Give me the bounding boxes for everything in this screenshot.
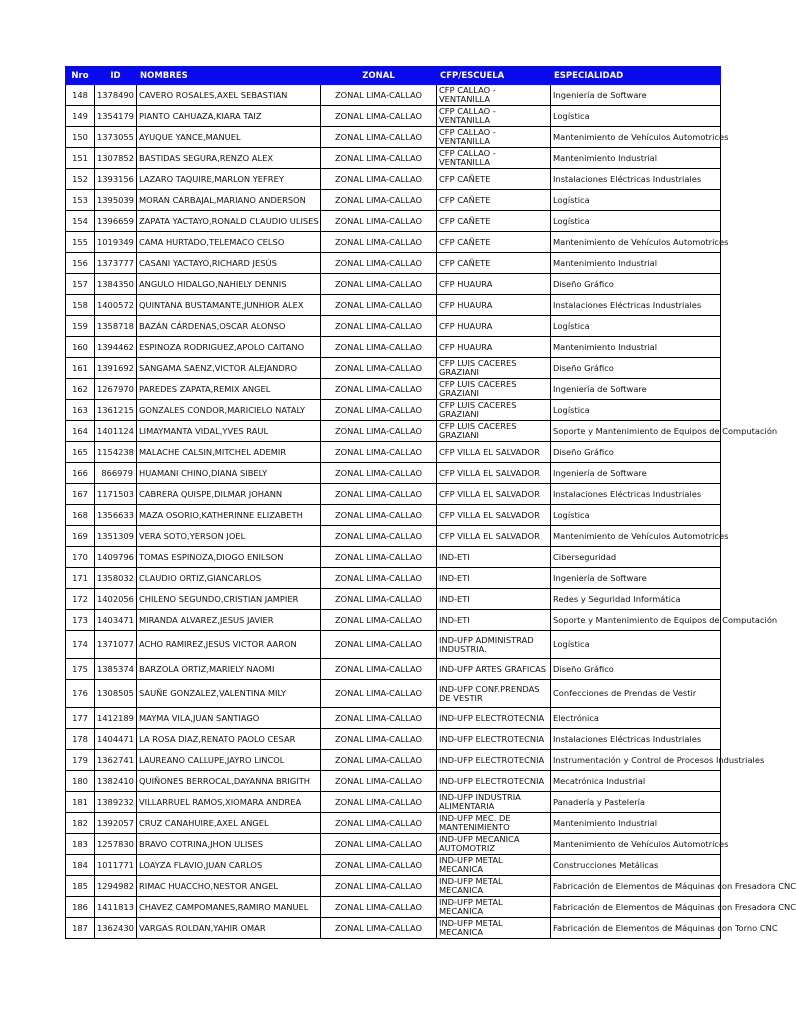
cell-cfp: IND-UFP ARTES GRAFICAS <box>437 659 551 680</box>
cell-nro: 175 <box>66 659 95 680</box>
cell-zonal: ZONAL LIMA-CALLAO <box>321 792 437 813</box>
cell-cfp: CFP VILLA EL SALVADOR <box>437 526 551 547</box>
cell-especialidad: Mantenimiento de Vehículos Automotrices <box>551 834 721 855</box>
cell-id: 1412189 <box>95 708 137 729</box>
cell-nombres: MAZA OSORIO,KATHERINNE ELIZABETH <box>137 505 321 526</box>
cell-zonal: ZONAL LIMA-CALLAO <box>321 610 437 631</box>
cell-cfp: CFP CAÑETE <box>437 253 551 274</box>
cell-nro: 185 <box>66 876 95 897</box>
table-row <box>66 610 721 631</box>
cell-id: 1308505 <box>95 680 137 708</box>
cell-id: 1358032 <box>95 568 137 589</box>
cell-nombres: CABRERA QUISPE,DILMAR JOHANN <box>137 484 321 505</box>
cell-especialidad: Logística <box>551 211 721 232</box>
cell-nombres: VERA SOTO,YERSON JOEL <box>137 526 321 547</box>
cell-id: 1393156 <box>95 169 137 190</box>
cell-especialidad: Logística <box>551 190 721 211</box>
table-row <box>66 442 721 463</box>
cell-cfp: CFP HUAURA <box>437 316 551 337</box>
table-row <box>66 505 721 526</box>
cell-especialidad: Ciberseguridad <box>551 547 721 568</box>
cell-cfp: CFP CALLAO - VENTANILLA <box>437 106 551 127</box>
cell-especialidad: Diseño Gráfico <box>551 659 721 680</box>
cell-zonal: ZONAL LIMA-CALLAO <box>321 421 437 442</box>
cell-zonal: ZONAL LIMA-CALLAO <box>321 813 437 834</box>
cell-especialidad: Mantenimiento de Vehículos Automotrices <box>551 232 721 253</box>
cell-zonal: ZONAL LIMA-CALLAO <box>321 547 437 568</box>
table-row <box>66 190 721 211</box>
cell-especialidad: Logística <box>551 106 721 127</box>
cell-nombres: PIANTO CAHUAZA,KIARA TAIZ <box>137 106 321 127</box>
cell-zonal: ZONAL LIMA-CALLAO <box>321 526 437 547</box>
table-row <box>66 169 721 190</box>
cell-id: 1389232 <box>95 792 137 813</box>
cell-id: 1294982 <box>95 876 137 897</box>
cell-zonal: ZONAL LIMA-CALLAO <box>321 337 437 358</box>
table-row <box>66 148 721 169</box>
cell-id: 1373055 <box>95 127 137 148</box>
cell-cfp: IND-UFP METAL MECANICA <box>437 876 551 897</box>
cell-especialidad: Construcciones Metálicas <box>551 855 721 876</box>
cell-cfp: CFP CAÑETE <box>437 169 551 190</box>
cell-especialidad: Logística <box>551 400 721 421</box>
cell-especialidad: Diseño Gráfico <box>551 274 721 295</box>
cell-nro: 164 <box>66 421 95 442</box>
cell-especialidad: Redes y Seguridad Informática <box>551 589 721 610</box>
cell-nombres: AYUQUE YANCE,MANUEL <box>137 127 321 148</box>
table-row <box>66 484 721 505</box>
cell-nro: 157 <box>66 274 95 295</box>
table-row <box>66 771 721 792</box>
cell-cfp: IND-UFP ELECTROTECNIA <box>437 771 551 792</box>
table-row <box>66 106 721 127</box>
cell-cfp: CFP CALLAO - VENTANILLA <box>437 85 551 106</box>
cell-especialidad: Mantenimiento Industrial <box>551 148 721 169</box>
cell-id: 1409796 <box>95 547 137 568</box>
cell-zonal: ZONAL LIMA-CALLAO <box>321 211 437 232</box>
cell-zonal: ZONAL LIMA-CALLAO <box>321 771 437 792</box>
cell-id: 1019349 <box>95 232 137 253</box>
cell-zonal: ZONAL LIMA-CALLAO <box>321 631 437 659</box>
table-row <box>66 918 721 939</box>
cell-id: 1395039 <box>95 190 137 211</box>
cell-id: 1362430 <box>95 918 137 939</box>
table-row <box>66 750 721 771</box>
cell-cfp: CFP VILLA EL SALVADOR <box>437 463 551 484</box>
cell-nombres: LOAYZA FLAVIO,JUAN CARLOS <box>137 855 321 876</box>
cell-nombres: VARGAS ROLDAN,YAHIR OMAR <box>137 918 321 939</box>
table-row <box>66 792 721 813</box>
cell-especialidad: Mecatrónica Industrial <box>551 771 721 792</box>
cell-nro: 153 <box>66 190 95 211</box>
cell-especialidad: Electrónica <box>551 708 721 729</box>
cell-cfp: CFP LUIS CACERES GRAZIANI <box>437 358 551 379</box>
cell-especialidad: Logística <box>551 316 721 337</box>
cell-nro: 172 <box>66 589 95 610</box>
cell-zonal: ZONAL LIMA-CALLAO <box>321 232 437 253</box>
cell-nombres: CHAVEZ CAMPOMANES,RAMIRO MANUEL <box>137 897 321 918</box>
cell-cfp: IND-UFP ELECTROTECNIA <box>437 750 551 771</box>
table-row <box>66 379 721 400</box>
table-row <box>66 421 721 442</box>
cell-id: 1356633 <box>95 505 137 526</box>
cell-cfp: CFP VILLA EL SALVADOR <box>437 484 551 505</box>
cell-nro: 149 <box>66 106 95 127</box>
table-row <box>66 358 721 379</box>
cell-nro: 158 <box>66 295 95 316</box>
cell-especialidad: Mantenimiento Industrial <box>551 253 721 274</box>
cell-especialidad: Mantenimiento Industrial <box>551 337 721 358</box>
table-row <box>66 232 721 253</box>
cell-especialidad: Logística <box>551 631 721 659</box>
cell-nombres: MORAN CARBAJAL,MARIANO ANDERSON <box>137 190 321 211</box>
cell-nombres: CAVERO ROSALES,AXEL SEBASTIAN <box>137 85 321 106</box>
cell-nombres: BRAVO COTRINA,JHON ULISES <box>137 834 321 855</box>
cell-zonal: ZONAL LIMA-CALLAO <box>321 589 437 610</box>
cell-nombres: ZAPATA YACTAYO,RONALD CLAUDIO ULISES <box>137 211 321 232</box>
cell-id: 1394462 <box>95 337 137 358</box>
cell-nombres: VILLARRUEL RAMOS,XIOMARA ANDREA <box>137 792 321 813</box>
table-row <box>66 547 721 568</box>
cell-zonal: ZONAL LIMA-CALLAO <box>321 190 437 211</box>
cell-id: 1354179 <box>95 106 137 127</box>
cell-nro: 182 <box>66 813 95 834</box>
cell-zonal: ZONAL LIMA-CALLAO <box>321 148 437 169</box>
cell-zonal: ZONAL LIMA-CALLAO <box>321 358 437 379</box>
cell-id: 1257830 <box>95 834 137 855</box>
cell-id: 1378490 <box>95 85 137 106</box>
cell-cfp: CFP CALLAO - VENTANILLA <box>437 127 551 148</box>
cell-nro: 167 <box>66 484 95 505</box>
cell-nro: 159 <box>66 316 95 337</box>
cell-nro: 169 <box>66 526 95 547</box>
cell-id: 1411813 <box>95 897 137 918</box>
header-id: ID <box>95 67 137 85</box>
cell-cfp: CFP HUAURA <box>437 337 551 358</box>
cell-zonal: ZONAL LIMA-CALLAO <box>321 729 437 750</box>
cell-especialidad: Panadería y Pastelería <box>551 792 721 813</box>
cell-cfp: IND-ETI <box>437 589 551 610</box>
cell-id: 1358718 <box>95 316 137 337</box>
table-row <box>66 253 721 274</box>
cell-especialidad: Fabricación de Elementos de Máquinas con Fresadora CNC <box>551 897 721 918</box>
cell-especialidad: Instalaciones Eléctricas Industriales <box>551 169 721 190</box>
cell-nro: 156 <box>66 253 95 274</box>
cell-id: 1396659 <box>95 211 137 232</box>
cell-nombres: MAYMA VILA,JUAN SANTIAGO <box>137 708 321 729</box>
cell-id: 1371077 <box>95 631 137 659</box>
table-row <box>66 680 721 708</box>
cell-id: 1385374 <box>95 659 137 680</box>
table-row <box>66 589 721 610</box>
cell-cfp: CFP HUAURA <box>437 295 551 316</box>
table-row <box>66 708 721 729</box>
table-row <box>66 659 721 680</box>
cell-especialidad: Instalaciones Eléctricas Industriales <box>551 729 721 750</box>
cell-cfp: IND-UFP MEC. DE MANTENIMIENTO <box>437 813 551 834</box>
cell-nro: 168 <box>66 505 95 526</box>
cell-nro: 183 <box>66 834 95 855</box>
cell-especialidad: Mantenimiento de Vehículos Automotrices <box>551 127 721 148</box>
cell-nro: 184 <box>66 855 95 876</box>
table-row <box>66 127 721 148</box>
cell-nombres: BAZÁN CÁRDENAS,OSCAR ALONSO <box>137 316 321 337</box>
cell-id: 866979 <box>95 463 137 484</box>
cell-id: 1382410 <box>95 771 137 792</box>
header-especialidad: ESPECIALIDAD <box>551 67 721 85</box>
cell-cfp: CFP CAÑETE <box>437 232 551 253</box>
header-cfp: CFP/ESCUELA <box>437 67 551 85</box>
cell-cfp: CFP CAÑETE <box>437 190 551 211</box>
cell-id: 1392057 <box>95 813 137 834</box>
cell-zonal: ZONAL LIMA-CALLAO <box>321 680 437 708</box>
cell-nombres: LAZARO TAQUIRE,MARLON YEFREY <box>137 169 321 190</box>
cell-cfp: CFP VILLA EL SALVADOR <box>437 505 551 526</box>
header-row <box>66 67 721 85</box>
cell-zonal: ZONAL LIMA-CALLAO <box>321 834 437 855</box>
cell-zonal: ZONAL LIMA-CALLAO <box>321 379 437 400</box>
table-row <box>66 211 721 232</box>
cell-nombres: ESPINOZA RODRIGUEZ,APOLO CAITANO <box>137 337 321 358</box>
cell-zonal: ZONAL LIMA-CALLAO <box>321 106 437 127</box>
header-nombres: NOMBRES <box>137 67 321 85</box>
cell-nombres: BASTIDAS SEGURA,RENZO ALEX <box>137 148 321 169</box>
cell-nombres: CLAUDIO ORTIZ,GIANCARLOS <box>137 568 321 589</box>
cell-zonal: ZONAL LIMA-CALLAO <box>321 127 437 148</box>
cell-nro: 171 <box>66 568 95 589</box>
cell-nombres: LAUREANO CALLUPE,JAYRO LINCOL <box>137 750 321 771</box>
cell-cfp: IND-UFP MECANICA AUTOMOTRIZ <box>437 834 551 855</box>
cell-id: 1267970 <box>95 379 137 400</box>
cell-nombres: GONZALES CONDOR,MARICIELO NATALY <box>137 400 321 421</box>
cell-cfp: CFP LUIS CACERES GRAZIANI <box>437 421 551 442</box>
student-table <box>65 66 796 939</box>
cell-id: 1400572 <box>95 295 137 316</box>
cell-especialidad: Logística <box>551 505 721 526</box>
cell-nombres: CAMA HURTADO,TELEMACO CELSO <box>137 232 321 253</box>
cell-nro: 154 <box>66 211 95 232</box>
table-row <box>66 855 721 876</box>
cell-zonal: ZONAL LIMA-CALLAO <box>321 463 437 484</box>
cell-zonal: ZONAL LIMA-CALLAO <box>321 295 437 316</box>
table-body <box>66 85 796 939</box>
cell-especialidad: Mantenimiento de Vehículos Automotrices <box>551 526 721 547</box>
cell-nro: 150 <box>66 127 95 148</box>
cell-especialidad: Mantenimiento Industrial <box>551 813 721 834</box>
cell-nombres: ANGULO HIDALGO,NAHIELY DENNIS <box>137 274 321 295</box>
cell-cfp: IND-ETI <box>437 610 551 631</box>
cell-id: 1401124 <box>95 421 137 442</box>
table-row <box>66 631 721 659</box>
cell-nombres: CHILENO SEGUNDO,CRISTIAN JAMPIER <box>137 589 321 610</box>
cell-id: 1011771 <box>95 855 137 876</box>
cell-cfp: CFP CALLAO - VENTANILLA <box>437 148 551 169</box>
cell-zonal: ZONAL LIMA-CALLAO <box>321 918 437 939</box>
cell-cfp: IND-UFP METAL MECANICA <box>437 897 551 918</box>
cell-especialidad: Soporte y Mantenimiento de Equipos de Computación <box>551 610 721 631</box>
cell-zonal: ZONAL LIMA-CALLAO <box>321 169 437 190</box>
cell-nombres: QUINTANA BUSTAMANTE,JUNHIOR ALEX <box>137 295 321 316</box>
student-table-sheet <box>65 66 796 939</box>
cell-especialidad: Confecciones de Prendas de Vestir <box>551 680 721 708</box>
cell-zonal: ZONAL LIMA-CALLAO <box>321 274 437 295</box>
cell-zonal: ZONAL LIMA-CALLAO <box>321 505 437 526</box>
cell-especialidad: Ingeniería de Software <box>551 85 721 106</box>
table-row <box>66 85 721 106</box>
cell-cfp: IND-UFP METAL MECANICA <box>437 918 551 939</box>
table-row <box>66 897 721 918</box>
cell-cfp: CFP LUIS CACERES GRAZIANI <box>437 400 551 421</box>
cell-nombres: SAUÑE GONZALEZ,VALENTINA MILY <box>137 680 321 708</box>
cell-especialidad: Ingeniería de Software <box>551 379 721 400</box>
table-header <box>66 67 721 85</box>
cell-nombres: CASANI YACTAYO,RICHARD JESÚS <box>137 253 321 274</box>
cell-nombres: SANGAMA SAENZ,VICTOR ALEJANDRO <box>137 358 321 379</box>
cell-nro: 148 <box>66 85 95 106</box>
table-row <box>66 400 721 421</box>
cell-zonal: ZONAL LIMA-CALLAO <box>321 568 437 589</box>
table-row <box>66 295 721 316</box>
cell-nombres: PAREDES ZAPATA,REMIX ANGEL <box>137 379 321 400</box>
cell-id: 1361215 <box>95 400 137 421</box>
cell-nro: 155 <box>66 232 95 253</box>
cell-especialidad: Soporte y Mantenimiento de Equipos de Computación <box>551 421 721 442</box>
cell-nombres: RIMAC HUACCHO,NESTOR ANGEL <box>137 876 321 897</box>
cell-nro: 162 <box>66 379 95 400</box>
cell-zonal: ZONAL LIMA-CALLAO <box>321 442 437 463</box>
table-row <box>66 834 721 855</box>
cell-cfp: IND-UFP INDUSTRIA ALIMENTARIA <box>437 792 551 813</box>
header-nro: Nro <box>66 67 95 85</box>
cell-nro: 178 <box>66 729 95 750</box>
cell-zonal: ZONAL LIMA-CALLAO <box>321 876 437 897</box>
cell-cfp: IND-UFP ELECTROTECNIA <box>437 729 551 750</box>
cell-nombres: MIRANDA ALVAREZ,JESUS JAVIER <box>137 610 321 631</box>
cell-nombres: LIMAYMANTA VIDAL,YVES RAUL <box>137 421 321 442</box>
cell-cfp: IND-UFP ELECTROTECNIA <box>437 708 551 729</box>
cell-cfp: IND-UFP CONF.PRENDAS DE VESTIR <box>437 680 551 708</box>
cell-id: 1384350 <box>95 274 137 295</box>
cell-nro: 166 <box>66 463 95 484</box>
cell-nro: 161 <box>66 358 95 379</box>
cell-nro: 163 <box>66 400 95 421</box>
cell-nro: 165 <box>66 442 95 463</box>
cell-id: 1171503 <box>95 484 137 505</box>
cell-id: 1351309 <box>95 526 137 547</box>
cell-nro: 174 <box>66 631 95 659</box>
cell-nombres: LA ROSA DIAZ,RENATO PAOLO CESAR <box>137 729 321 750</box>
cell-cfp: IND-UFP ADMINISTRAD INDUSTRIA. <box>437 631 551 659</box>
cell-cfp: IND-ETI <box>437 547 551 568</box>
cell-cfp: CFP CAÑETE <box>437 211 551 232</box>
cell-cfp: CFP LUIS CACERES GRAZIANI <box>437 379 551 400</box>
cell-nombres: QUIÑONES BERROCAL,DAYANNA BRIGITH <box>137 771 321 792</box>
cell-id: 1403471 <box>95 610 137 631</box>
cell-zonal: ZONAL LIMA-CALLAO <box>321 750 437 771</box>
cell-id: 1373777 <box>95 253 137 274</box>
table-row <box>66 337 721 358</box>
cell-id: 1307852 <box>95 148 137 169</box>
cell-especialidad: Fabricación de Elementos de Máquinas con Torno CNC <box>551 918 721 939</box>
cell-zonal: ZONAL LIMA-CALLAO <box>321 855 437 876</box>
cell-zonal: ZONAL LIMA-CALLAO <box>321 316 437 337</box>
table-row <box>66 729 721 750</box>
cell-id: 1362741 <box>95 750 137 771</box>
table-row <box>66 526 721 547</box>
cell-nro: 160 <box>66 337 95 358</box>
cell-nro: 176 <box>66 680 95 708</box>
cell-nombres: TOMAS ESPINOZA,DIOGO ENILSON <box>137 547 321 568</box>
table-row <box>66 876 721 897</box>
cell-id: 1402056 <box>95 589 137 610</box>
cell-zonal: ZONAL LIMA-CALLAO <box>321 85 437 106</box>
cell-zonal: ZONAL LIMA-CALLAO <box>321 659 437 680</box>
cell-especialidad: Instrumentación y Control de Procesos Industriales <box>551 750 721 771</box>
cell-nro: 170 <box>66 547 95 568</box>
cell-zonal: ZONAL LIMA-CALLAO <box>321 400 437 421</box>
table-row <box>66 568 721 589</box>
cell-nro: 186 <box>66 897 95 918</box>
cell-especialidad: Ingeniería de Software <box>551 568 721 589</box>
cell-cfp: IND-UFP METAL MECANICA <box>437 855 551 876</box>
cell-nombres: CRUZ CANAHUIRE,AXEL ANGEL <box>137 813 321 834</box>
cell-especialidad: Instalaciones Eléctricas Industriales <box>551 295 721 316</box>
cell-nombres: HUAMANI CHINO,DIANA SIBELY <box>137 463 321 484</box>
header-zonal: ZONAL <box>321 67 437 85</box>
cell-nombres: ACHO RAMIREZ,JESUS VICTOR AARON <box>137 631 321 659</box>
cell-nombres: MALACHE CALSIN,MITCHEL ADEMIR <box>137 442 321 463</box>
cell-id: 1154238 <box>95 442 137 463</box>
table-row <box>66 463 721 484</box>
cell-especialidad: Fabricación de Elementos de Máquinas con Fresadora CNC <box>551 876 721 897</box>
cell-cfp: CFP HUAURA <box>437 274 551 295</box>
cell-zonal: ZONAL LIMA-CALLAO <box>321 484 437 505</box>
cell-nro: 187 <box>66 918 95 939</box>
cell-zonal: ZONAL LIMA-CALLAO <box>321 897 437 918</box>
cell-zonal: ZONAL LIMA-CALLAO <box>321 708 437 729</box>
cell-nro: 177 <box>66 708 95 729</box>
table-row <box>66 316 721 337</box>
cell-nro: 181 <box>66 792 95 813</box>
cell-cfp: CFP VILLA EL SALVADOR <box>437 442 551 463</box>
cell-especialidad: Diseño Gráfico <box>551 442 721 463</box>
cell-nro: 179 <box>66 750 95 771</box>
cell-nro: 173 <box>66 610 95 631</box>
cell-zonal: ZONAL LIMA-CALLAO <box>321 253 437 274</box>
table-row <box>66 274 721 295</box>
cell-nro: 151 <box>66 148 95 169</box>
cell-nombres: BARZOLA ORTIZ,MARIELY NAOMI <box>137 659 321 680</box>
cell-especialidad: Diseño Gráfico <box>551 358 721 379</box>
cell-cfp: IND-ETI <box>437 568 551 589</box>
table-row <box>66 813 721 834</box>
cell-id: 1391692 <box>95 358 137 379</box>
cell-especialidad: Instalaciones Eléctricas Industriales <box>551 484 721 505</box>
cell-especialidad: Ingeniería de Software <box>551 463 721 484</box>
cell-nro: 180 <box>66 771 95 792</box>
cell-nro: 152 <box>66 169 95 190</box>
cell-id: 1404471 <box>95 729 137 750</box>
